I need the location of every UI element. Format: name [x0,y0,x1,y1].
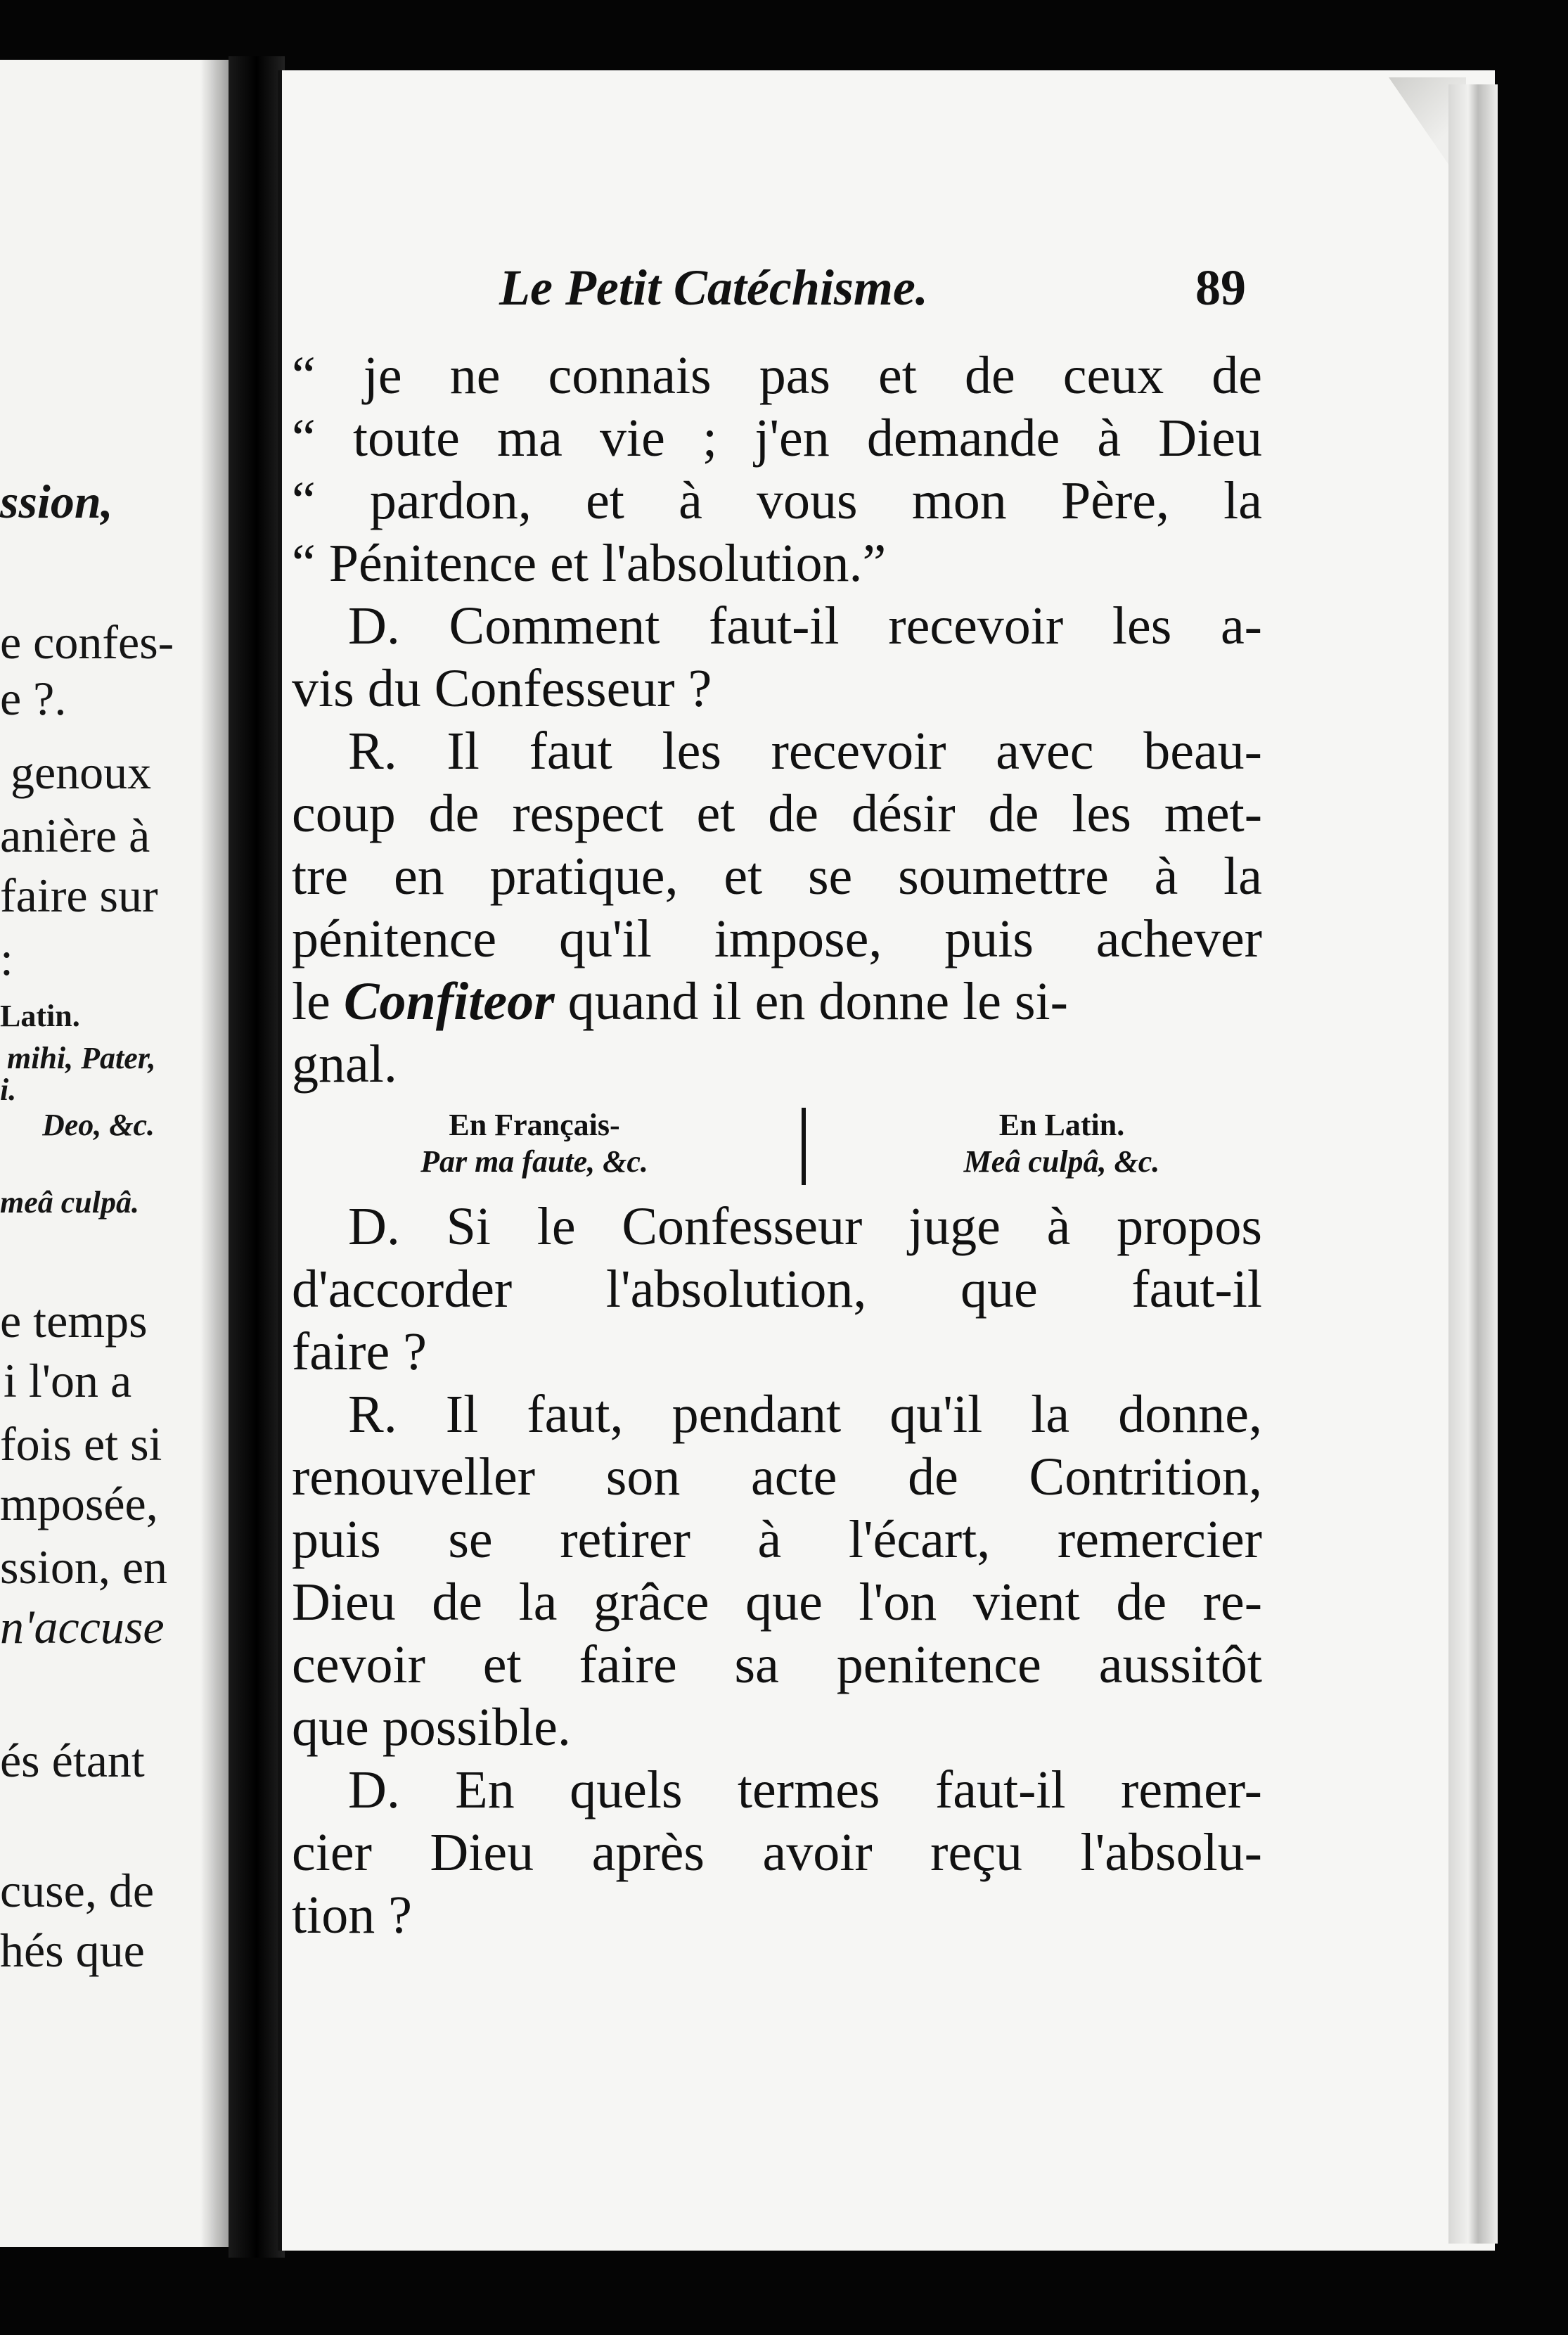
left-line: : [0,932,13,985]
answer-line: que possible. [292,1698,571,1757]
book-gutter [229,56,285,2258]
text-span: le [292,972,344,1031]
answer-line: R. Il faut les recevoir avec beau- [348,722,1262,781]
french-heading: En Français- [449,1108,620,1142]
left-page [0,60,229,2247]
left-line: e confes- [0,615,174,669]
left-line: és étant [0,1734,145,1787]
left-line: Latin. [0,999,80,1033]
latin-text: Meâ culpâ, &c. [963,1144,1160,1179]
text-line: “ toute ma vie ; j'en demande à Dieu [292,409,1262,468]
question-line: tion ? [292,1886,412,1945]
text-line: “ Pénitence et l'absolution.” [292,534,887,593]
left-line: mposée, [0,1477,158,1530]
answer-line: R. Il faut, pendant qu'il la donne, [348,1385,1262,1444]
left-line: Deo, &c. [42,1108,155,1142]
question-line: D. Comment faut-il recevoir les a- [348,596,1262,655]
column-divider [802,1108,806,1185]
question-line: faire ? [292,1322,427,1381]
question-line: vis du Confesseur ? [292,659,712,718]
french-latin-columns [352,1108,1266,1185]
left-line: ssion, [0,475,113,528]
left-line: faire sur [0,869,158,922]
answer-line: cevoir et faire sa penitence aussitôt [292,1635,1262,1694]
left-line: cuse, de [0,1864,155,1917]
confiteor-italic: Confiteor [343,972,555,1031]
left-line: mihi, Pater, [7,1041,156,1075]
left-line: i. [0,1073,17,1107]
french-text: Par ma faute, &c. [420,1144,648,1179]
answer-line: puis se retirer à l'écart, remercier [292,1510,1262,1569]
text-span: quand il en donne le si- [554,972,1068,1031]
page-edge [1448,84,1498,2244]
left-line: fois et si [0,1417,162,1471]
answer-line: gnal. [292,1035,397,1094]
answer-line: pénitence qu'il impose, puis achever [292,909,1262,968]
latin-heading: En Latin. [998,1108,1125,1142]
left-line: n'accuse [0,1600,165,1653]
left-line: i l'on a [4,1354,132,1407]
answer-line: coup de respect et de désir de les met- [292,784,1262,843]
left-line: e ?. [0,672,67,725]
left-line: anière à [0,809,150,862]
question-line: cier Dieu après avoir reçu l'absolu- [292,1823,1262,1882]
question-line: D. Si le Confesseur juge à propos [348,1197,1262,1256]
left-line: e temps [0,1294,148,1348]
text-line: “ pardon, et à vous mon Père, la [292,471,1262,530]
left-line: genoux [11,746,152,799]
answer-line: renouveller son acte de Contrition, [292,1447,1262,1506]
answer-line: tre en pratique, et se soumettre à la [292,847,1262,906]
left-line: hés que [0,1924,145,1977]
text-line: “ je ne connais pas et de ceux de [292,346,1262,405]
left-line: meâ culpâ. [0,1185,139,1220]
running-header: Le Petit Catéchisme. [499,260,928,316]
question-line: d'accorder l'absolution, que faut-il [292,1260,1262,1319]
left-line: ssion, en [0,1540,167,1594]
answer-line-confiteor [292,971,1262,1033]
question-line: D. En quels termes faut-il remer- [348,1760,1262,1819]
answer-line: Dieu de la grâce que l'on vient de re- [292,1573,1262,1632]
page-number: 89 [1195,260,1246,316]
